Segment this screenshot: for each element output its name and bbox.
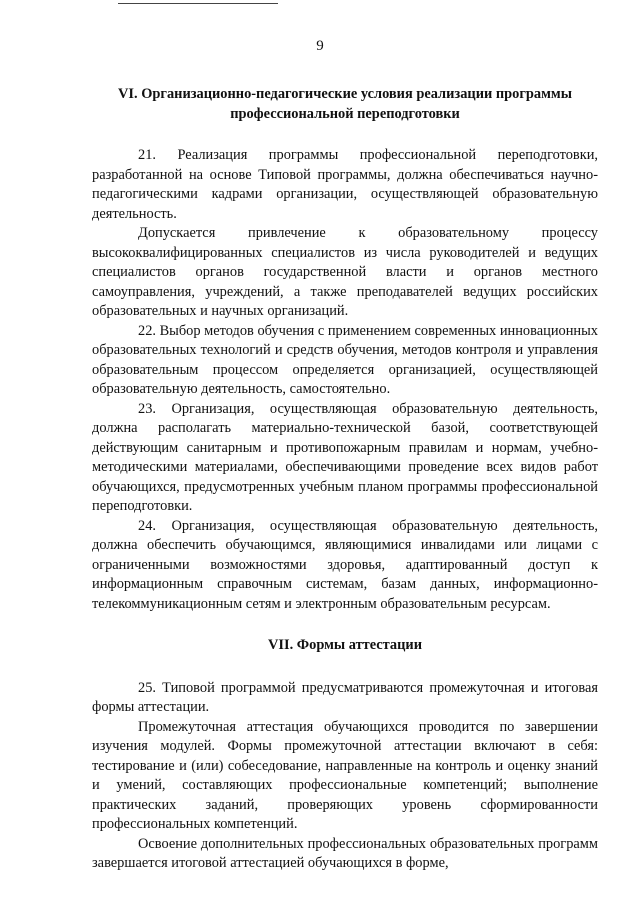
paragraph-24: 24. Организация, осуществляющая образовательную деятельность, должна обеспечить обучающимся, являющимися инвалидами или лицами с ограниченными возможностями здоровья, адаптированный доступ к информационным справочным системам, базам данных, информационно-телекоммуникационным сетям и электронным образовательным ресурсам. (92, 517, 598, 612)
page-number: 9 (316, 38, 324, 54)
section-6-heading: VI. Организационно-педагогические условия реализации программы профессиональной переподготовки (118, 86, 572, 122)
paragraph-21-addendum: Допускается привлечение к образовательному процессу высококвалифицированных специалистов из числа руководителей и ведущих специалистов органов государственной власти и органов местного самоуправления, учреждений, а также преподавателей ведущих российских образовательных и научных организаций. (92, 225, 598, 319)
paragraph-22: 22. Выбор методов обучения с применением современных инновационных образовательных технологий и средств обучения, методов контроля и управления образовательным процессом определяется организацией, осуществляющей образовательную деятельность, самостоятельно. (92, 322, 598, 397)
document-body (92, 85, 598, 874)
paragraph-25: 25. Типовой программой предусматриваются промежуточная и итоговая формы аттестации. (92, 679, 598, 715)
section-7-heading: VII. Формы аттестации (268, 637, 422, 653)
paragraph-final-attestation: Освоение дополнительных профессиональных образовательных программ завершается итоговой аттестацией обучающихся в форме, (92, 835, 598, 871)
paragraph-21: 21. Реализация программы профессиональной переподготовки, разработанной на основе Типовой программы, должна обеспечиваться научно-педагогическими кадрами организации, осуществляющей образовательную деятельность. (92, 147, 598, 222)
top-scan-line (118, 3, 278, 4)
paragraph-interim-attestation: Промежуточная аттестация обучающихся проводится по завершении изучения модулей. Формы промежуточной аттестации включают в себя: тестирование и (или) собеседование, направленные на контроль и оценку знаний и умений, составляющих профессиональные компетенций; выполнение практических заданий, проверяющих уровень сформированности профессиональных компетенций. (92, 718, 598, 832)
paragraph-23: 23. Организация, осуществляющая образовательную деятельность, должна располагать материально-технической базой, соответствующей действующим санитарным и противопожарным правилам и нормам, учебно-методическими материалами, обеспечивающими проведение всех видов работ обучающихся, предусмотренных учебным планом программы профессиональной переподготовки. (92, 400, 598, 514)
